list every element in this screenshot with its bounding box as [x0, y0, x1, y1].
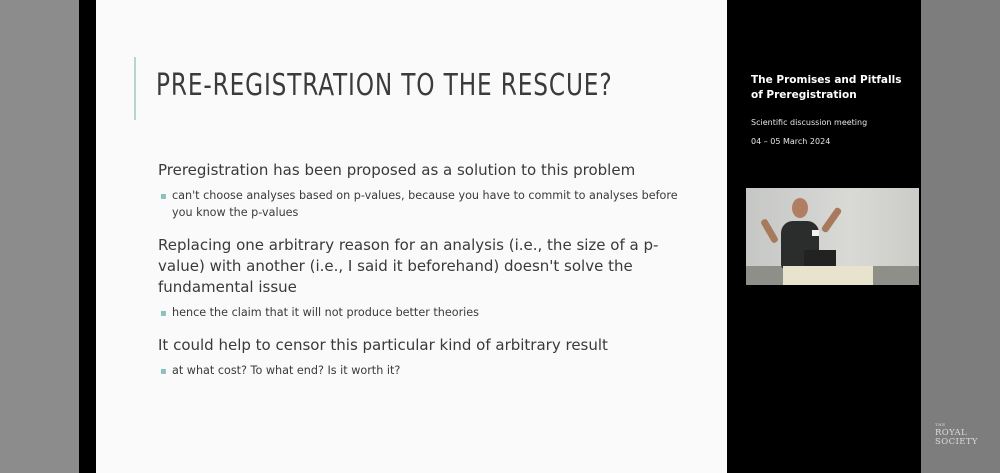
sub-bullet — [158, 304, 678, 321]
title-accent-bar — [134, 57, 136, 120]
slide-bullets — [158, 160, 678, 379]
event-info-panel — [751, 73, 916, 146]
speaker-head — [792, 198, 808, 218]
bullet-point: It could help to censor this particular kind of arbitrary result — [158, 336, 608, 354]
left-margin — [0, 0, 79, 473]
sub-bullet-text: can't choose analyses based on p-values, because you have to commit to analyses before you know the p-values — [172, 189, 678, 219]
event-date: 04 – 05 March 2024 — [751, 137, 831, 146]
event-subtitle: Scientific discussion meeting — [751, 118, 868, 127]
bullet-icon: ▪ — [160, 366, 167, 377]
royal-society-logo: THE ROYAL SOCIETY — [935, 422, 978, 447]
bullet-icon: ▪ — [160, 308, 167, 319]
sub-bullet-text: hence the claim that it will not produce better theories — [172, 306, 479, 319]
laptop — [804, 250, 836, 266]
right-margin — [921, 0, 1000, 473]
sub-bullet-text: at what cost? To what end? Is it worth it? — [172, 364, 401, 377]
speaker-video-thumbnail — [746, 188, 919, 285]
bullet-point: Preregistration has been proposed as a solution to this problem — [158, 161, 636, 179]
lectern — [783, 266, 873, 285]
event-title: The Promises and Pitfalls of Preregistration — [751, 74, 902, 101]
slide-title: PRE-REGISTRATION TO THE RESCUE? — [156, 68, 613, 103]
bullet-point: Replacing one arbitrary reason for an analysis (i.e., the size of a p-value) with another (i.e., I said it beforehand) doesn't solve the fundamental issue — [158, 236, 659, 296]
presentation-slide — [96, 0, 727, 473]
sub-bullet — [158, 187, 678, 221]
sub-bullet — [158, 362, 678, 379]
bullet-icon: ▪ — [160, 191, 167, 202]
